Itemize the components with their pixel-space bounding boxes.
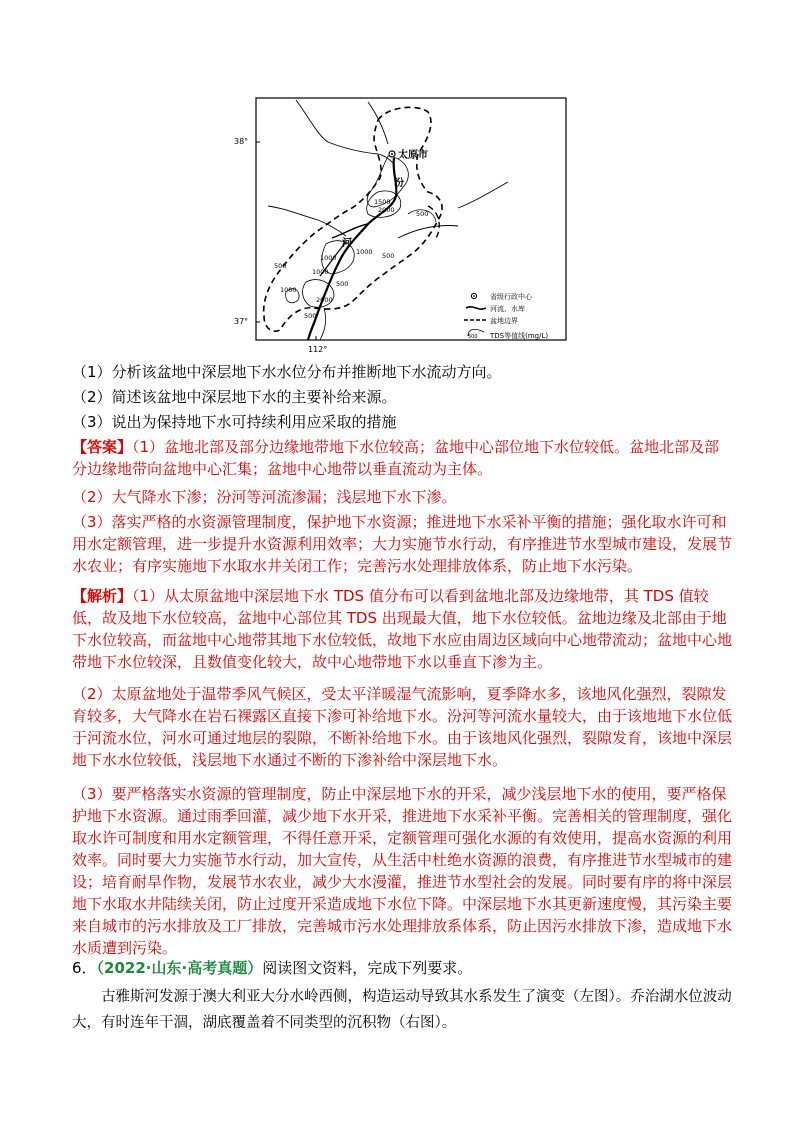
lon-112-label: 112° bbox=[308, 345, 328, 354]
city-label: 太原市 bbox=[398, 150, 428, 161]
question-6-material: 古雅斯河发源于澳大利亚大分水岭西侧，构造运动导致其水系发生了演变（左图）。乔治湖水位波动大，有时连年干涸，湖底覆盖着不同类型的沉积物（右图）。 bbox=[72, 989, 732, 1031]
answer-3: （3）落实严格的水资源管理制度，保护地下水资源；推进地下水采补平衡的措施；强化取水许可和用水定额管理，进一步提升水资源利用效率；大力实施节水行动，有序推进节水型城市建设，发展节水农业；有序实施地下水取水井关闭工作；完善污水处理排放体系，防止地下水污染。 bbox=[72, 513, 733, 575]
question-6-prompt: 阅读图文资料，完成下列要求。 bbox=[262, 959, 473, 977]
lat-37-label: 37° bbox=[234, 317, 249, 326]
contour-label: 1000 bbox=[312, 268, 329, 276]
taiyuan-basin-map bbox=[228, 96, 570, 354]
legend-basin: 盆地边界 bbox=[490, 317, 518, 325]
analysis-label: 【解析】 bbox=[72, 587, 133, 605]
contour-label: 500 bbox=[304, 312, 317, 320]
question-1: （1）分析该盆地中深层地下水水位分布并推断地下水流动方向。 bbox=[72, 363, 502, 381]
question-3: （3）说出为保持地下水可持续利用应采取的措施 bbox=[72, 413, 397, 431]
contour-label: 500 bbox=[274, 262, 287, 270]
contour-label: 500 bbox=[336, 280, 349, 288]
contour-label: 2000 bbox=[316, 296, 333, 304]
contour-label: 2000 bbox=[378, 206, 395, 214]
contour-label: 1500 bbox=[374, 198, 391, 206]
contour-label: 1000 bbox=[280, 286, 297, 294]
legend-capital: 省级行政中心 bbox=[490, 293, 532, 301]
question-6-source: （2022·山东·高考真题） bbox=[96, 959, 263, 977]
contour-label: 1000 bbox=[356, 248, 373, 256]
analysis-3: （3）要严格落实水资源的管理制度，防止中深层地下水的开采，减少浅层地下水的使用，要严格保护地下水资源。通过雨季回灌，减少地下水开采，推进地下水采补平衡。完善相关的管理制度，强化取水许可制度和用水定额管理，不得任意开采，定额管理可强化水源的有效使用，提高水资源的利用效率。同时要大力实施节水行动，加大宣传，从生活中杜绝水资源的浪费，有序推进节水型城市的建设；培育耐旱作物，发展节水农业，减少大水漫灌，推进节水型社会的发展。同时要有序的将中深层地下水取水井陆续关闭，防止过度开采造成地下水位下降。中深层地下水其更新速度慢，其污染主要来自城市的污水排放及工厂排放，完善城市污水处理排放系体系，防止因污水排放下渗，造成地下水水质遭到污染。 bbox=[72, 785, 733, 957]
river-label-he: 河 bbox=[342, 238, 352, 249]
question-2: （2）简述该盆地中深层地下水的主要补给来源。 bbox=[72, 388, 397, 406]
analysis-1: 【解析】（1）从太原盆地中深层地下水 TDS 值分布可以看到盆地北部及边缘地带，其 TDS 值较低，故及地下水位较高，盆地中心部位其 TDS 出现最大值，地下水位较低。盆地边缘及北部由于地下水位较高，而盆地中心地带其地下水位较低，故地下水应由周边区域向中心地带流动；盆地中心地带地下水位较深，且数值变化较大，故中心地带地下水以垂直下渗为主。 bbox=[72, 587, 733, 671]
contour-label: 500 bbox=[382, 252, 395, 260]
legend-tds: TDS等值线(mg/L) bbox=[490, 332, 549, 340]
answer-2: （2）大气降水下渗；汾河等河流渗漏；浅层地下水下渗。 bbox=[72, 488, 457, 506]
answer-1: 【答案】（1）盆地北部及部分边缘地带地下水位较高；盆地中心部位地下水位较低。盆地北部及部分边缘地带向盆地中心汇集；盆地中心地带以垂直流动为主体。 bbox=[72, 438, 720, 478]
lat-38-label: 38° bbox=[234, 137, 249, 146]
analysis-2: （2）太原盆地处于温带季风气候区，受太平洋暖湿气流影响，夏季降水多，该地风化强烈，裂隙发育较多，大气降水在岩石裸露区直接下渗可补给地下水。汾河等河流水量较大，由于该地地下水位低于河流水位，河水可通过地层的裂隙，不断补给地下水。由于该地风化强烈，裂隙发育，该地中深层地下水水位较低，浅层地下水通过不断的下渗补给中深层地下水。 bbox=[72, 685, 733, 769]
contour-label: 1000 bbox=[320, 254, 337, 262]
legend-tds-sample: 500 bbox=[468, 334, 478, 340]
answer-label: 【答案】 bbox=[72, 438, 133, 456]
legend-river: 河流、水库 bbox=[490, 305, 525, 313]
contour-label: 500 bbox=[416, 210, 429, 218]
river-label-fen: 汾 bbox=[394, 178, 404, 189]
question-6-number: 6． bbox=[72, 959, 97, 977]
question-6-header bbox=[72, 957, 732, 979]
